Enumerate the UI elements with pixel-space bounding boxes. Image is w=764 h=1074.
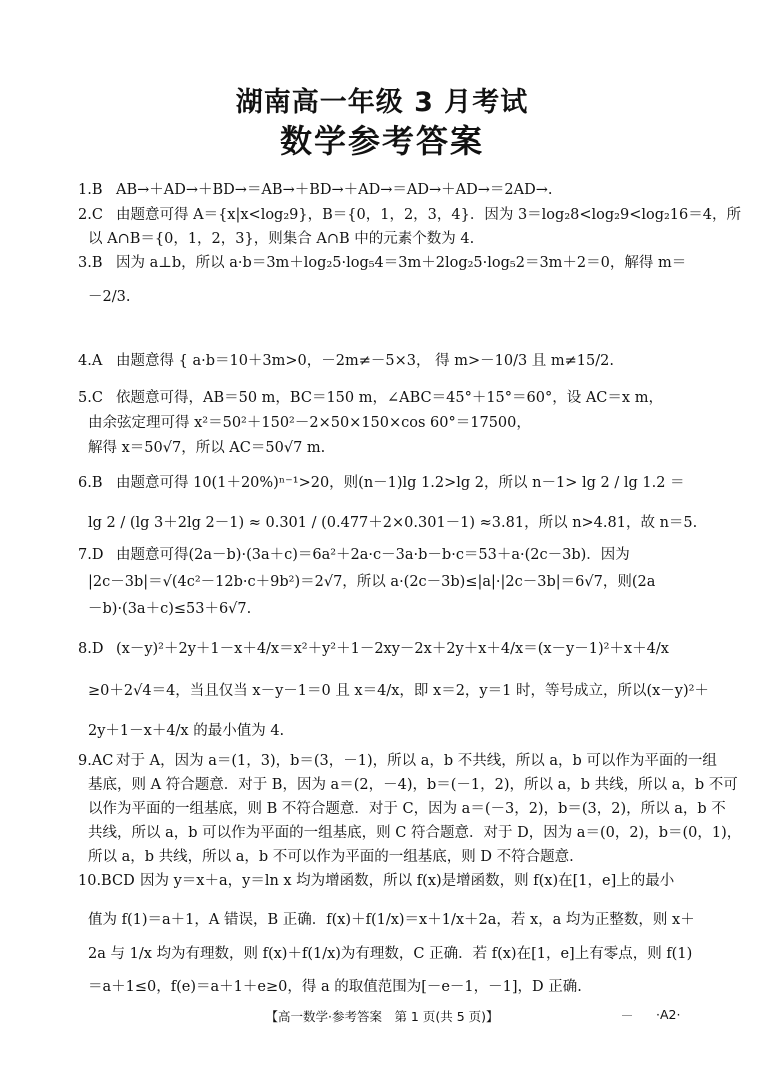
answer-8-line-3: 2y＋1－x＋4/x 的最小值为 4. [88, 723, 285, 739]
answer-label: 3.B [78, 255, 103, 271]
answer-3-line-1: 3.B 因为 a⊥b，所以 a·b＝3m＋log₂5·log₅4＝3m＋2log₂5·log₅2＝3m＋2＝0，解得 m＝ [78, 255, 687, 271]
answer-label: 4.A [78, 353, 103, 369]
answer-5-line-1: 5.C 依题意可得，AB＝50 m，BC＝150 m，∠ABC＝45°＋15°＝60°，设 AC＝x m， [78, 390, 663, 406]
footer-divider [622, 1015, 632, 1016]
answer-2-line-2: 以 A∩B＝{0，1，2，3}，则集合 A∩B 中的元素个数为 4. [88, 231, 475, 247]
answer-9-line-2: 基底，则 A 符合题意．对于 B，因为 a＝(2，－4)，b＝(－1，2)，所以 a，b 共线，所以 a，b 不可 [88, 777, 738, 793]
answer-10-line-2: 值为 f(1)＝a＋1，A 错误，B 正确．f(x)＋f(1/x)＝x＋1/x＋2a，若 x，a 均为正整数，则 x＋ [88, 912, 695, 928]
answer-label: 8.D [78, 641, 104, 657]
answer-5-line-2: 由余弦定理可得 x²＝50²＋150²－2×50×150×cos 60°＝17500， [88, 415, 531, 431]
answer-label: 1.B [78, 182, 103, 198]
answer-10-line-4: ＝a＋1≤0，f(e)＝a＋1＋e≥0，得 a 的取值范围为[－e－1，－1]，D 正确. [88, 979, 582, 995]
answer-7-line-2: |2c－3b|＝√(4c²－12b·c＋9b²)＝2√7，所以 a·(2c－3b)≤|a|·|2c－3b|＝6√7，则(2a [88, 574, 656, 590]
answer-10-line-3: 2a 与 1/x 均为有理数，则 f(x)＋f(1/x)为有理数，C 正确．若 f(x)在[1，e]上有零点，则 f(1) [88, 946, 693, 962]
answer-6-line-2: lg 2 / (lg 3＋2lg 2－1) ≈ 0.301 / (0.477＋2×0.301－1) ≈3.81，所以 n>4.81，故 n＝5. [88, 515, 698, 531]
answer-2-line-1: 2.C 由题意可得 A＝{x|x<log₂9}，B＝{0，1，2，3，4}．因为 3＝log₂8<log₂9<log₂16＝4，所 [78, 207, 741, 223]
answer-9-line-3: 以作为平面的一组基底，则 B 不符合题意．对于 C，因为 a＝(－3，2)，b＝(3，2)，所以 a，b 不 [88, 801, 726, 817]
answer-9-line-5: 所以 a，b 共线，所以 a，b 不可以作为平面的一组基底，则 D 不符合题意. [88, 849, 574, 865]
exam-title: 湖南高一年级 3 月考试 [235, 87, 529, 118]
answer-label: 2.C [78, 207, 103, 223]
answer-label: 10.BCD [78, 873, 135, 889]
answer-label: 9.AC [78, 753, 114, 769]
answer-4-line-1: 4.A 由题意得 { a·b＝10＋3m>0，－2m≠－5×3， 得 m>－10/3 且 m≠15/2. [78, 353, 614, 369]
answer-7-line-3: －b)·(3a＋c)≤53＋6√7. [88, 601, 252, 617]
answer-9-line-1: 9.AC 对于 A，因为 a＝(1，3)，b＝(3，－1)，所以 a，b 不共线，所以 a，b 可以作为平面的一组 [78, 753, 717, 769]
answer-5-line-3: 解得 x＝50√7，所以 AC＝50√7 m. [88, 440, 326, 456]
answer-label: 6.B [78, 475, 103, 491]
answer-label: 7.D [78, 547, 104, 563]
answer-6-line-1: 6.B 由题意可得 10(1＋20%)ⁿ⁻¹>20，则(n－1)lg 1.2>lg 2，所以 n－1> lg 2 / lg 1.2 ＝ [78, 475, 685, 491]
answer-label: 5.C [78, 390, 103, 406]
paper-code: ·A2· [656, 1007, 681, 1022]
answer-8-line-1: 8.D (x－y)²＋2y＋1－x＋4/x＝x²＋y²＋1－2xy－2x＋2y＋x＋4/x＝(x－y－1)²＋x＋4/x [78, 641, 669, 657]
answer-key-title: 数学参考答案 [279, 122, 484, 160]
page-footer: 【高一数学·参考答案 第 1 页(共 5 页)】 [265, 1009, 499, 1024]
answer-3-line-2: －2/3. [88, 289, 131, 305]
answer-9-line-4: 共线，所以 a，b 可以作为平面的一组基底，则 C 符合题意．对于 D，因为 a＝(0，2)，b＝(0，1)， [88, 825, 742, 841]
answer-8-line-2: ≥0＋2√4＝4，当且仅当 x－y－1＝0 且 x＝4/x，即 x＝2，y＝1 时，等号成立，所以(x－y)²＋ [88, 683, 709, 699]
answer-1-line-1: 1.B AB→＋AD→＋BD→＝AB→＋BD→＋AD→＝AD→＋AD→＝2AD→. [78, 182, 553, 198]
answer-10-line-1: 10.BCD 因为 y＝x＋a，y＝ln x 均为增函数，所以 f(x)是增函数，则 f(x)在[1，e]上的最小 [78, 873, 675, 889]
answer-7-line-1: 7.D 由题意可得(2a－b)·(3a＋c)＝6a²＋2a·c－3a·b－b·c＝53＋a·(2c－3b)．因为 [78, 547, 630, 563]
